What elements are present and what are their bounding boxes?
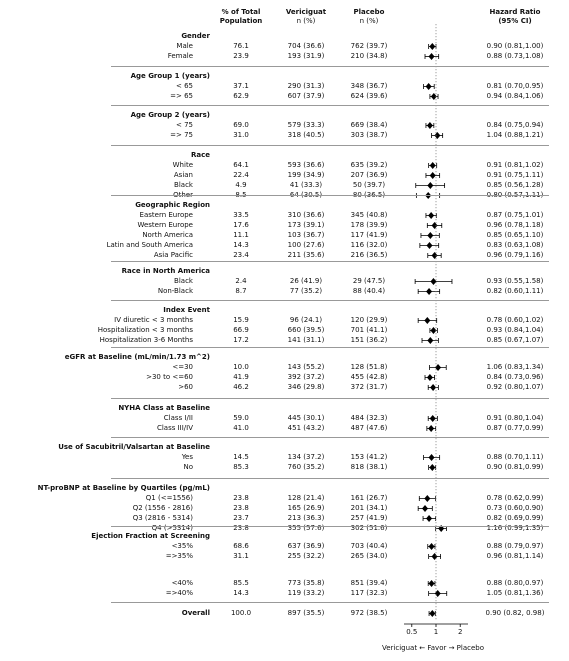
row-point-marker <box>432 553 438 560</box>
row-percent: 14.3 <box>233 589 249 597</box>
overall-vericiguat: 897 (35.5) <box>287 609 325 617</box>
row-percent: 23.8 <box>233 494 249 502</box>
row-point-marker <box>429 454 435 461</box>
group-title: Index Event <box>163 306 210 314</box>
row-placebo: 216 (36.5) <box>350 251 388 259</box>
row-vericiguat: 26 (41.9) <box>289 277 323 285</box>
row-vericiguat: 773 (35.8) <box>287 579 325 587</box>
row-label: < 75 <box>176 121 193 129</box>
row-hazard-ratio: 0.91 (0.75,1.11) <box>486 171 544 179</box>
row-label: Q1 (<=1556) <box>145 494 193 502</box>
row-hazard-ratio: 1.16 (0.99,1.35) <box>486 524 544 532</box>
row-percent: 68.6 <box>233 542 249 550</box>
row-percent: 31.1 <box>233 552 249 560</box>
row-vericiguat: 173 (39.1) <box>287 221 325 229</box>
row-percent: 59.0 <box>233 414 249 422</box>
row-label: Other <box>173 191 193 199</box>
section-divider <box>111 145 549 146</box>
row-placebo: 116 (32.0) <box>350 241 388 249</box>
row-label: Female <box>167 52 193 60</box>
row-hazard-ratio: 0.73 (0.60,0.90) <box>486 504 544 512</box>
header-placebo-line2: n (%) <box>359 17 379 25</box>
group-title: Race in North America <box>121 267 210 275</box>
row-label: Asia Pacific <box>153 251 193 259</box>
row-label: Asian <box>173 171 193 179</box>
row-point-marker <box>430 384 436 391</box>
row-hazard-ratio: 0.83 (0.63,1.08) <box>486 241 544 249</box>
header-hazard-ratio-line2: (95% CI) <box>498 17 532 25</box>
row-vericiguat: 119 (33.2) <box>287 589 325 597</box>
row-vericiguat: 213 (36.3) <box>287 514 325 522</box>
row-point-marker <box>430 172 436 179</box>
row-point-marker <box>429 53 435 60</box>
row-point-marker <box>427 232 433 239</box>
row-vericiguat: 392 (37.2) <box>287 373 325 381</box>
row-point-marker <box>430 327 436 334</box>
row-point-marker <box>427 182 433 189</box>
row-hazard-ratio: 0.93 (0.55,1.58) <box>486 277 544 285</box>
row-placebo: 50 (39.7) <box>352 181 386 189</box>
row-label: Q3 (2816 - 5314) <box>132 514 193 522</box>
row-placebo: 80 (36.5) <box>352 191 386 199</box>
row-placebo: 624 (39.6) <box>350 92 388 100</box>
row-placebo: 303 (38.7) <box>350 131 388 139</box>
row-placebo: 348 (36.7) <box>350 82 388 90</box>
group-title: Gender <box>181 32 210 40</box>
group-title: Use of Sacubitril/Valsartan at Baseline <box>58 443 210 451</box>
header-vericiguat-line2: n (%) <box>296 17 316 25</box>
row-hazard-ratio: 0.88 (0.70,1.11) <box>486 453 544 461</box>
row-vericiguat: 103 (36.7) <box>287 231 325 239</box>
row-point-marker <box>429 580 435 587</box>
section-divider <box>111 300 549 301</box>
row-hazard-ratio: 0.90 (0.81,1.00) <box>486 42 544 50</box>
row-placebo: 669 (38.4) <box>350 121 388 129</box>
row-hazard-ratio: 0.78 (0.62,0.99) <box>486 494 544 502</box>
row-label: North America <box>142 231 193 239</box>
row-hazard-ratio: 0.81 (0.70,0.95) <box>486 82 544 90</box>
row-placebo: 117 (32.3) <box>350 589 388 597</box>
row-percent: 46.2 <box>233 383 249 391</box>
header-placebo-line1: Placebo <box>353 8 385 16</box>
overall-placebo: 972 (38.5) <box>350 609 388 617</box>
row-hazard-ratio: 0.94 (0.84,1.06) <box>486 92 544 100</box>
row-point-marker <box>427 374 433 381</box>
row-percent: 15.9 <box>233 316 249 324</box>
row-vericiguat: 318 (40.5) <box>287 131 325 139</box>
row-hazard-ratio: 0.78 (0.60,1.02) <box>486 316 544 324</box>
row-vericiguat: 143 (55.2) <box>287 363 325 371</box>
row-point-marker <box>424 495 430 502</box>
row-percent: 17.2 <box>233 336 249 344</box>
row-point-marker <box>430 278 436 285</box>
row-point-marker <box>428 212 434 219</box>
row-point-marker <box>426 515 432 522</box>
section-divider <box>111 398 549 399</box>
row-label: Black <box>174 277 193 285</box>
row-vericiguat: 100 (27.6) <box>287 241 325 249</box>
row-hazard-ratio: 0.96 (0.79,1.16) <box>486 251 544 259</box>
row-percent: 23.9 <box>233 52 249 60</box>
group-title: Age Group 2 (years) <box>130 111 210 119</box>
row-percent: 41.0 <box>233 424 249 432</box>
row-vericiguat: 255 (32.2) <box>287 552 325 560</box>
section-divider <box>111 66 549 67</box>
row-vericiguat: 141 (31.1) <box>287 336 325 344</box>
group-title: Ejection Fraction at Screening <box>91 532 210 540</box>
row-label: <35% <box>171 542 193 550</box>
row-label: => 75 <box>170 131 193 139</box>
row-percent: 23.8 <box>233 524 249 532</box>
row-vericiguat: 96 (24.1) <box>289 316 323 324</box>
row-placebo: 153 (41.2) <box>350 453 388 461</box>
row-vericiguat: 445 (30.1) <box>287 414 325 422</box>
header-percent-line1: % of Total <box>221 8 261 16</box>
row-percent: 85.3 <box>233 463 249 471</box>
row-label: => 65 <box>170 92 193 100</box>
row-vericiguat: 660 (39.5) <box>287 326 325 334</box>
row-point-marker <box>430 162 436 169</box>
row-label: =>40% <box>165 589 193 597</box>
row-percent: 41.9 <box>233 373 249 381</box>
row-point-marker <box>432 252 438 259</box>
row-vericiguat: 593 (36.6) <box>287 161 325 169</box>
row-vericiguat: 704 (36.6) <box>287 42 325 50</box>
row-vericiguat: 128 (21.4) <box>287 494 325 502</box>
row-placebo: 818 (38.1) <box>350 463 388 471</box>
row-vericiguat: 193 (31.9) <box>287 52 325 60</box>
row-point-marker <box>429 43 435 50</box>
row-label: <=30 <box>172 363 193 371</box>
section-divider <box>111 478 549 479</box>
row-point-marker <box>426 288 432 295</box>
row-point-marker <box>430 415 436 422</box>
row-vericiguat: 77 (35.2) <box>289 287 323 295</box>
row-label: Non-Black <box>157 287 193 295</box>
row-point-marker <box>429 464 435 471</box>
row-label: Western Europe <box>137 221 193 229</box>
row-percent: 11.1 <box>233 231 249 239</box>
section-divider <box>111 195 549 196</box>
row-label: >30 to <=60 <box>146 373 193 381</box>
header-vericiguat-line1: Vericiguat <box>285 8 327 16</box>
row-placebo: 88 (40.4) <box>352 287 386 295</box>
row-vericiguat: 346 (29.8) <box>287 383 325 391</box>
row-percent: 8.7 <box>235 287 247 295</box>
row-vericiguat: 451 (43.2) <box>287 424 325 432</box>
row-placebo: 302 (51.6) <box>350 524 388 532</box>
row-hazard-ratio: 0.80 (0.57,1.11) <box>486 191 544 199</box>
row-placebo: 484 (32.3) <box>350 414 388 422</box>
row-percent: 17.6 <box>233 221 249 229</box>
row-placebo: 257 (41.9) <box>350 514 388 522</box>
row-label: Class III/IV <box>156 424 193 432</box>
x-tick-label: 0.5 <box>406 628 418 636</box>
row-hazard-ratio: 1.04 (0.88,1.21) <box>486 131 544 139</box>
x-tick-label: 2 <box>457 628 463 636</box>
row-point-marker <box>426 83 432 90</box>
row-percent: 23.8 <box>233 504 249 512</box>
row-vericiguat: 607 (37.9) <box>287 92 325 100</box>
overall-label: Overall <box>181 609 210 617</box>
row-label: Class I/II <box>163 414 193 422</box>
row-label: Q4 (>5314) <box>151 524 193 532</box>
row-vericiguat: 760 (35.2) <box>287 463 325 471</box>
row-vericiguat: 165 (26.9) <box>287 504 325 512</box>
row-hazard-ratio: 0.84 (0.73,0.96) <box>486 373 544 381</box>
group-title: Geographic Region <box>135 201 210 209</box>
row-percent: 62.9 <box>233 92 249 100</box>
row-label: Black <box>174 181 193 189</box>
row-label: Hospitalization < 3 months <box>97 326 193 334</box>
row-placebo: 29 (47.5) <box>352 277 386 285</box>
row-point-marker <box>428 425 434 432</box>
row-percent: 66.9 <box>233 326 249 334</box>
row-vericiguat: 310 (36.6) <box>287 211 325 219</box>
row-placebo: 210 (34.8) <box>350 52 388 60</box>
row-vericiguat: 579 (33.3) <box>287 121 325 129</box>
group-title: Age Group 1 (years) <box>130 72 210 80</box>
row-percent: 22.4 <box>233 171 249 179</box>
row-percent: 14.3 <box>233 241 249 249</box>
x-axis-label: Vericiguat ← Favor → Placebo <box>381 644 485 652</box>
row-vericiguat: 134 (37.2) <box>287 453 325 461</box>
row-hazard-ratio: 0.85 (0.56,1.28) <box>486 181 544 189</box>
row-percent: 14.5 <box>233 453 249 461</box>
row-hazard-ratio: 0.88 (0.79,0.97) <box>486 542 544 550</box>
row-placebo: 851 (39.4) <box>350 579 388 587</box>
row-label: Latin and South America <box>106 241 193 249</box>
row-placebo: 265 (34.0) <box>350 552 388 560</box>
row-percent: 33.5 <box>233 211 249 219</box>
row-label: >60 <box>178 383 193 391</box>
row-percent: 31.0 <box>233 131 249 139</box>
row-placebo: 372 (31.7) <box>350 383 388 391</box>
row-hazard-ratio: 1.06 (0.83,1.34) <box>486 363 544 371</box>
section-divider <box>111 602 549 603</box>
row-vericiguat: 41 (33.3) <box>289 181 323 189</box>
row-point-marker <box>435 590 441 597</box>
group-title: NYHA Class at Baseline <box>118 404 210 412</box>
row-percent: 23.4 <box>233 251 249 259</box>
row-hazard-ratio: 0.87 (0.75,1.01) <box>486 211 544 219</box>
row-placebo: 703 (40.4) <box>350 542 388 550</box>
header-percent-line2: Population <box>219 17 263 25</box>
row-percent: 37.1 <box>233 82 249 90</box>
row-label: Yes <box>181 453 193 461</box>
section-divider <box>111 437 549 438</box>
row-percent: 2.4 <box>235 277 247 285</box>
row-vericiguat: 64 (30.5) <box>289 191 323 199</box>
row-percent: 10.0 <box>233 363 249 371</box>
row-placebo: 487 (47.6) <box>350 424 388 432</box>
row-point-marker <box>434 132 440 139</box>
section-divider <box>111 347 549 348</box>
row-label: Hospitalization 3-6 Months <box>99 336 193 344</box>
group-title: NT-proBNP at Baseline by Quartiles (pg/mL) <box>37 484 210 492</box>
row-vericiguat: 211 (35.6) <box>287 251 325 259</box>
row-percent: 64.1 <box>233 161 249 169</box>
group-title: eGFR at Baseline (mL/min/1.73 m^2) <box>64 353 210 361</box>
overall-hazard-ratio: 0.90 (0.82, 0.98) <box>485 609 545 617</box>
x-tick-label: 1 <box>433 628 439 636</box>
row-label: < 65 <box>176 82 193 90</box>
row-hazard-ratio: 0.88 (0.73,1.08) <box>486 52 544 60</box>
row-placebo: 345 (40.8) <box>350 211 388 219</box>
row-hazard-ratio: 0.96 (0.81,1.14) <box>486 552 544 560</box>
row-hazard-ratio: 0.92 (0.80,1.07) <box>486 383 544 391</box>
header-hazard-ratio-line1: Hazard Ratio <box>489 8 541 16</box>
row-percent: 69.0 <box>233 121 249 129</box>
row-label: =>35% <box>165 552 193 560</box>
row-point-marker <box>424 317 430 324</box>
row-percent: 8.5 <box>235 191 247 199</box>
row-point-marker <box>426 242 432 249</box>
row-hazard-ratio: 0.87 (0.77,0.99) <box>486 424 544 432</box>
row-point-marker <box>422 505 428 512</box>
row-vericiguat: 290 (31.3) <box>287 82 325 90</box>
row-percent: 85.5 <box>233 579 249 587</box>
row-hazard-ratio: 0.82 (0.69,0.99) <box>486 514 544 522</box>
overall-point-marker <box>429 610 435 617</box>
row-vericiguat: 355 (57.6) <box>287 524 325 532</box>
row-point-marker <box>427 122 433 129</box>
row-placebo: 207 (36.9) <box>350 171 388 179</box>
section-divider <box>111 261 549 262</box>
row-point-marker <box>432 222 438 229</box>
row-hazard-ratio: 0.82 (0.60,1.11) <box>486 287 544 295</box>
row-label: IV diuretic < 3 months <box>114 316 193 324</box>
row-hazard-ratio: 0.85 (0.65,1.10) <box>486 231 544 239</box>
row-label: Q2 (1556 - 2816) <box>132 504 193 512</box>
row-placebo: 762 (39.7) <box>350 42 388 50</box>
section-divider <box>111 105 549 106</box>
row-label: White <box>172 161 193 169</box>
overall-percent: 100.0 <box>230 609 252 617</box>
row-placebo: 701 (41.1) <box>350 326 388 334</box>
row-hazard-ratio: 0.91 (0.80,1.04) <box>486 414 544 422</box>
row-placebo: 178 (39.9) <box>350 221 388 229</box>
row-label: <40% <box>171 579 193 587</box>
row-hazard-ratio: 0.88 (0.80,0.97) <box>486 579 544 587</box>
row-placebo: 635 (39.2) <box>350 161 388 169</box>
row-hazard-ratio: 0.90 (0.81,0.99) <box>486 463 544 471</box>
row-point-marker <box>429 543 435 550</box>
row-hazard-ratio: 0.91 (0.81,1.02) <box>486 161 544 169</box>
row-placebo: 117 (41.9) <box>350 231 388 239</box>
row-percent: 4.9 <box>235 181 247 189</box>
group-title: Race <box>190 151 210 159</box>
row-label: Male <box>176 42 193 50</box>
row-placebo: 151 (36.2) <box>350 336 388 344</box>
row-placebo: 455 (42.8) <box>350 373 388 381</box>
row-hazard-ratio: 0.85 (0.67,1.07) <box>486 336 544 344</box>
row-placebo: 120 (29.9) <box>350 316 388 324</box>
row-hazard-ratio: 0.84 (0.75,0.94) <box>486 121 544 129</box>
row-hazard-ratio: 0.93 (0.84,1.04) <box>486 326 544 334</box>
row-hazard-ratio: 1.05 (0.81,1.36) <box>486 589 544 597</box>
section-divider <box>111 526 549 527</box>
row-placebo: 161 (26.7) <box>350 494 388 502</box>
row-label: Eastern Europe <box>139 211 193 219</box>
row-hazard-ratio: 0.96 (0.78,1.18) <box>486 221 544 229</box>
row-percent: 23.7 <box>233 514 249 522</box>
row-vericiguat: 637 (36.9) <box>287 542 325 550</box>
row-label: No <box>183 463 193 471</box>
row-percent: 76.1 <box>233 42 249 50</box>
row-placebo: 128 (51.8) <box>350 363 388 371</box>
row-placebo: 201 (34.1) <box>350 504 388 512</box>
row-vericiguat: 199 (34.9) <box>287 171 325 179</box>
row-point-marker <box>427 337 433 344</box>
